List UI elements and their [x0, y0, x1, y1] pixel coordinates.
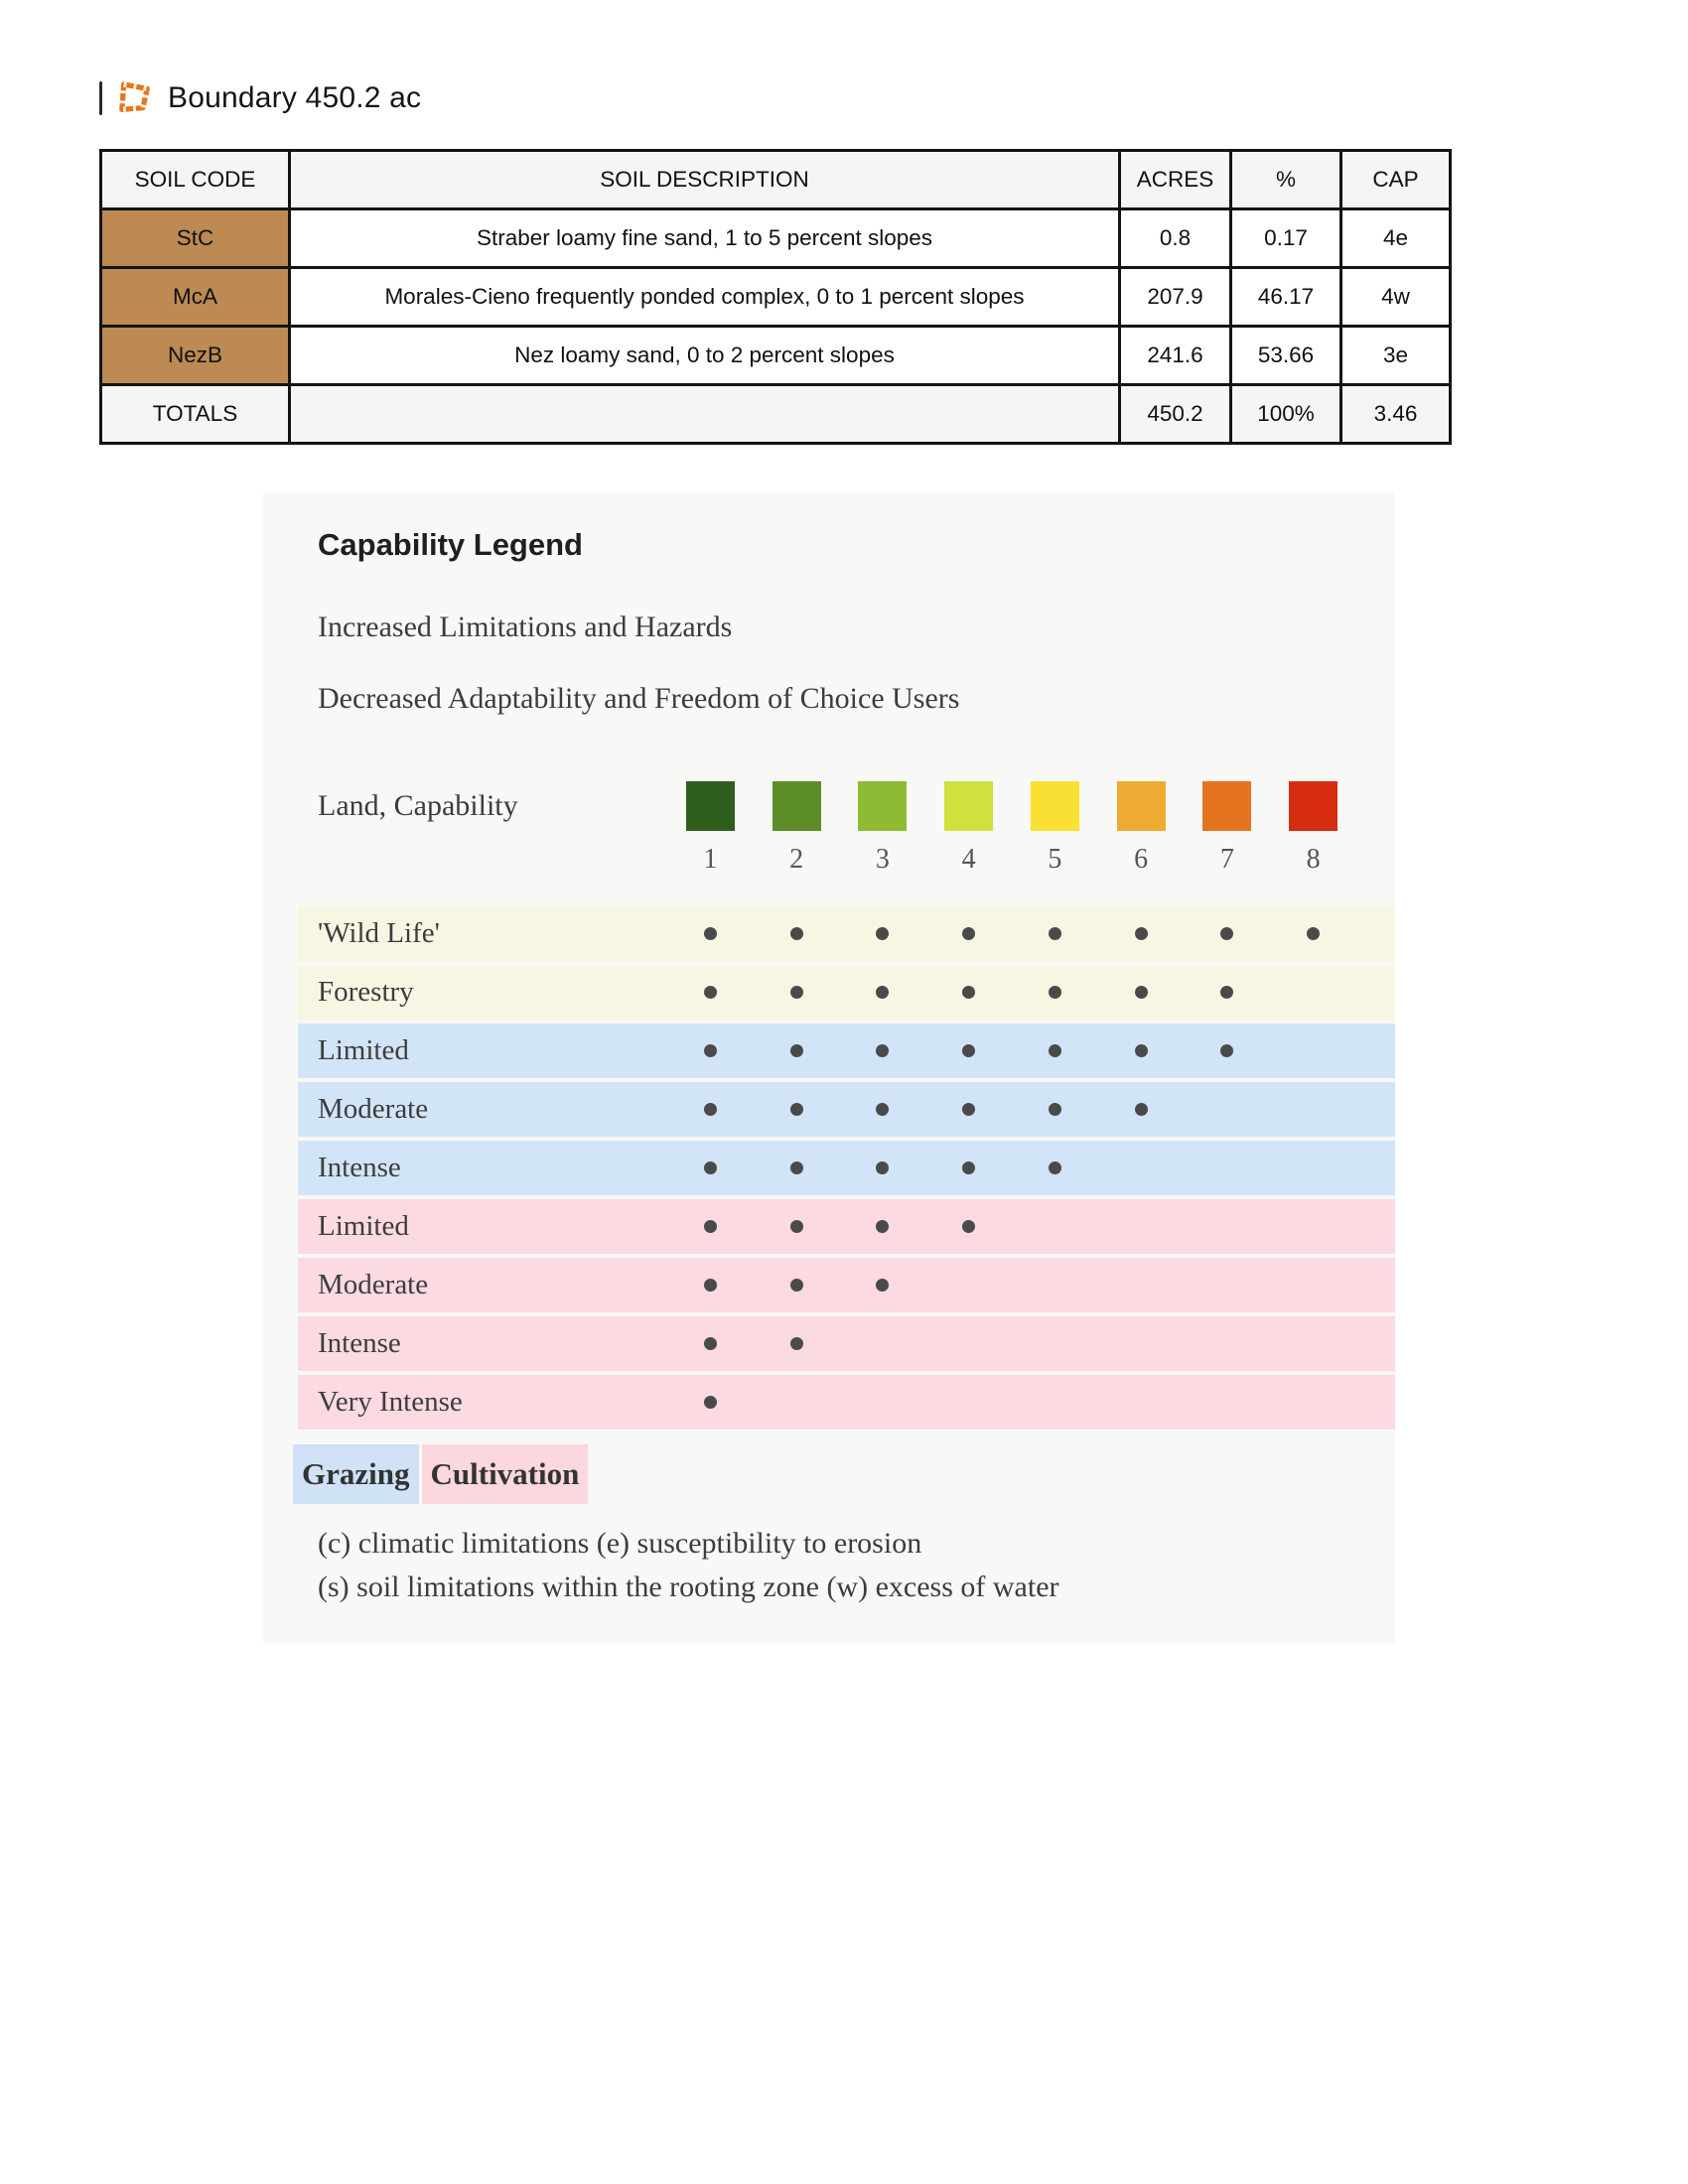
- capability-dot: [790, 1044, 803, 1057]
- capability-dot: [790, 1103, 803, 1116]
- soil-description-cell: Nez loamy sand, 0 to 2 percent slopes: [290, 327, 1120, 385]
- capability-row-intense: [298, 1316, 1395, 1371]
- capability-swatch-6: [1117, 781, 1166, 831]
- cap-cell: 4e: [1341, 209, 1451, 268]
- capability-dot: [876, 1220, 889, 1233]
- capability-dot: [1220, 927, 1233, 940]
- cap-cell: 4w: [1341, 268, 1451, 327]
- soil-code-cell: NezB: [101, 327, 290, 385]
- capability-color-scale: [298, 779, 1395, 833]
- legend-note-line: (c) climatic limitations (e) susceptibility to erosion: [318, 1527, 922, 1560]
- capability-dot: [790, 1337, 803, 1350]
- soil-table: [99, 149, 1452, 445]
- capability-dot: [704, 1396, 717, 1409]
- capability-dot: [1135, 986, 1148, 999]
- capability-dot: [876, 986, 889, 999]
- capability-row-forestry: [298, 965, 1395, 1020]
- capability-dot: [962, 1161, 975, 1174]
- key-cultivation: Cultivation: [422, 1444, 589, 1504]
- col-soil-code: SOIL CODE: [101, 151, 290, 209]
- report-header: [99, 77, 421, 119]
- capability-dot: [790, 1279, 803, 1292]
- capability-dot: [790, 986, 803, 999]
- acres-cell: 241.6: [1120, 327, 1231, 385]
- capability-dot: [1049, 1161, 1061, 1174]
- acres-cell: 0.8: [1120, 209, 1231, 268]
- capability-dot: [1049, 986, 1061, 999]
- capability-dot: [1220, 1044, 1233, 1057]
- capability-dot: [962, 1220, 975, 1233]
- soil-description-cell: Straber loamy fine sand, 1 to 5 percent slopes: [290, 209, 1120, 268]
- key-grazing: Grazing: [293, 1444, 419, 1504]
- legend-keys: [293, 1444, 588, 1504]
- capability-dot: [1135, 1044, 1148, 1057]
- capability-dot: [1135, 927, 1148, 940]
- capability-row-label: Limited: [318, 1210, 409, 1242]
- soil-table-row: [101, 209, 1451, 268]
- acres-cell: 207.9: [1120, 268, 1231, 327]
- capability-legend-panel: [263, 491, 1395, 1643]
- capability-dot: [704, 1044, 717, 1057]
- boundary-polygon-icon: [114, 77, 156, 119]
- capability-row-label: Moderate: [318, 1269, 429, 1300]
- capability-dot: [704, 927, 717, 940]
- capability-dot: [1049, 927, 1061, 940]
- capability-number: 5: [1048, 844, 1062, 875]
- capability-dot: [962, 927, 975, 940]
- capability-matrix: [298, 906, 1395, 1433]
- capability-number: 2: [789, 844, 804, 875]
- totals-empty-cell: [290, 385, 1120, 444]
- capability-dot: [704, 1220, 717, 1233]
- capability-row-label: Forestry: [318, 976, 414, 1008]
- legend-notes: [318, 1522, 1059, 1609]
- soil-table-body: [101, 209, 1451, 444]
- col-cap: CAP: [1341, 151, 1451, 209]
- capability-row-moderate: [298, 1082, 1395, 1137]
- capability-swatch-5: [1031, 781, 1079, 831]
- capability-dot: [1135, 1103, 1148, 1116]
- scale-label: Land, Capability: [318, 789, 518, 822]
- capability-dot: [704, 1103, 717, 1116]
- cap-cell: 3e: [1341, 327, 1451, 385]
- capability-swatch-8: [1289, 781, 1337, 831]
- capability-dot: [962, 986, 975, 999]
- legend-title: Capability Legend: [318, 527, 583, 562]
- soil-description-cell: Morales-Cieno frequently ponded complex, 0 to 1 percent slopes: [290, 268, 1120, 327]
- capability-scale-numbers: [298, 843, 1395, 877]
- page-title: Boundary 450.2 ac: [168, 81, 422, 114]
- capability-dot: [876, 1044, 889, 1057]
- capability-dot: [876, 1103, 889, 1116]
- capability-dot: [1049, 1044, 1061, 1057]
- col-percent: %: [1231, 151, 1341, 209]
- capability-row-label: Limited: [318, 1034, 409, 1066]
- capability-dot: [704, 1337, 717, 1350]
- col-soil-description: SOIL DESCRIPTION: [290, 151, 1120, 209]
- soil-table-header-row: [101, 151, 1451, 209]
- capability-row-moderate: [298, 1258, 1395, 1312]
- capability-dot: [1307, 927, 1320, 940]
- percent-cell: 0.17: [1231, 209, 1341, 268]
- capability-number: 6: [1134, 844, 1149, 875]
- soil-table-row: [101, 327, 1451, 385]
- capability-dot: [962, 1103, 975, 1116]
- legend-subtitle-limitations: Increased Limitations and Hazards: [318, 611, 733, 643]
- capability-dot: [876, 1279, 889, 1292]
- soil-table-totals-row: [101, 385, 1451, 444]
- capability-row-label: Moderate: [318, 1093, 429, 1125]
- capability-row-label: Intense: [318, 1327, 401, 1359]
- capability-number: 3: [875, 844, 890, 875]
- capability-swatch-1: [686, 781, 735, 831]
- soil-code-cell: McA: [101, 268, 290, 327]
- soil-code-cell: StC: [101, 209, 290, 268]
- capability-row-limited: [298, 1199, 1395, 1254]
- percent-cell: 46.17: [1231, 268, 1341, 327]
- capability-number: 4: [961, 844, 976, 875]
- capability-swatch-7: [1202, 781, 1251, 831]
- capability-swatch-2: [773, 781, 821, 831]
- capability-row-label: 'Wild Life': [318, 917, 440, 949]
- capability-row-very-intense: [298, 1375, 1395, 1430]
- capability-dot: [1049, 1103, 1061, 1116]
- totals-cap-cell: 3.46: [1341, 385, 1451, 444]
- capability-number: 8: [1306, 844, 1321, 875]
- capability-dot: [790, 1220, 803, 1233]
- capability-row-label: Very Intense: [318, 1386, 463, 1418]
- totals-percent-cell: 100%: [1231, 385, 1341, 444]
- capability-row-limited: [298, 1024, 1395, 1078]
- capability-number: 1: [703, 844, 718, 875]
- capability-dot: [876, 927, 889, 940]
- capability-row--wild-life-: [298, 906, 1395, 961]
- capability-dot: [704, 1161, 717, 1174]
- capability-row-intense: [298, 1141, 1395, 1195]
- capability-dot: [790, 927, 803, 940]
- capability-number: 7: [1219, 844, 1234, 875]
- capability-dot: [704, 986, 717, 999]
- capability-dot: [1220, 986, 1233, 999]
- capability-dot: [876, 1161, 889, 1174]
- percent-cell: 53.66: [1231, 327, 1341, 385]
- totals-acres-cell: 450.2: [1120, 385, 1231, 444]
- capability-dot: [704, 1279, 717, 1292]
- col-acres: ACRES: [1120, 151, 1231, 209]
- capability-swatch-3: [858, 781, 907, 831]
- capability-dot: [962, 1044, 975, 1057]
- header-divider: [99, 81, 102, 115]
- totals-label-cell: TOTALS: [101, 385, 290, 444]
- capability-row-label: Intense: [318, 1152, 401, 1183]
- legend-subtitle-adaptability: Decreased Adaptability and Freedom of Choice Users: [318, 682, 960, 715]
- capability-swatch-4: [944, 781, 993, 831]
- soil-table-row: [101, 268, 1451, 327]
- legend-note-line: (s) soil limitations within the rooting zone (w) excess of water: [318, 1570, 1059, 1603]
- capability-dot: [790, 1161, 803, 1174]
